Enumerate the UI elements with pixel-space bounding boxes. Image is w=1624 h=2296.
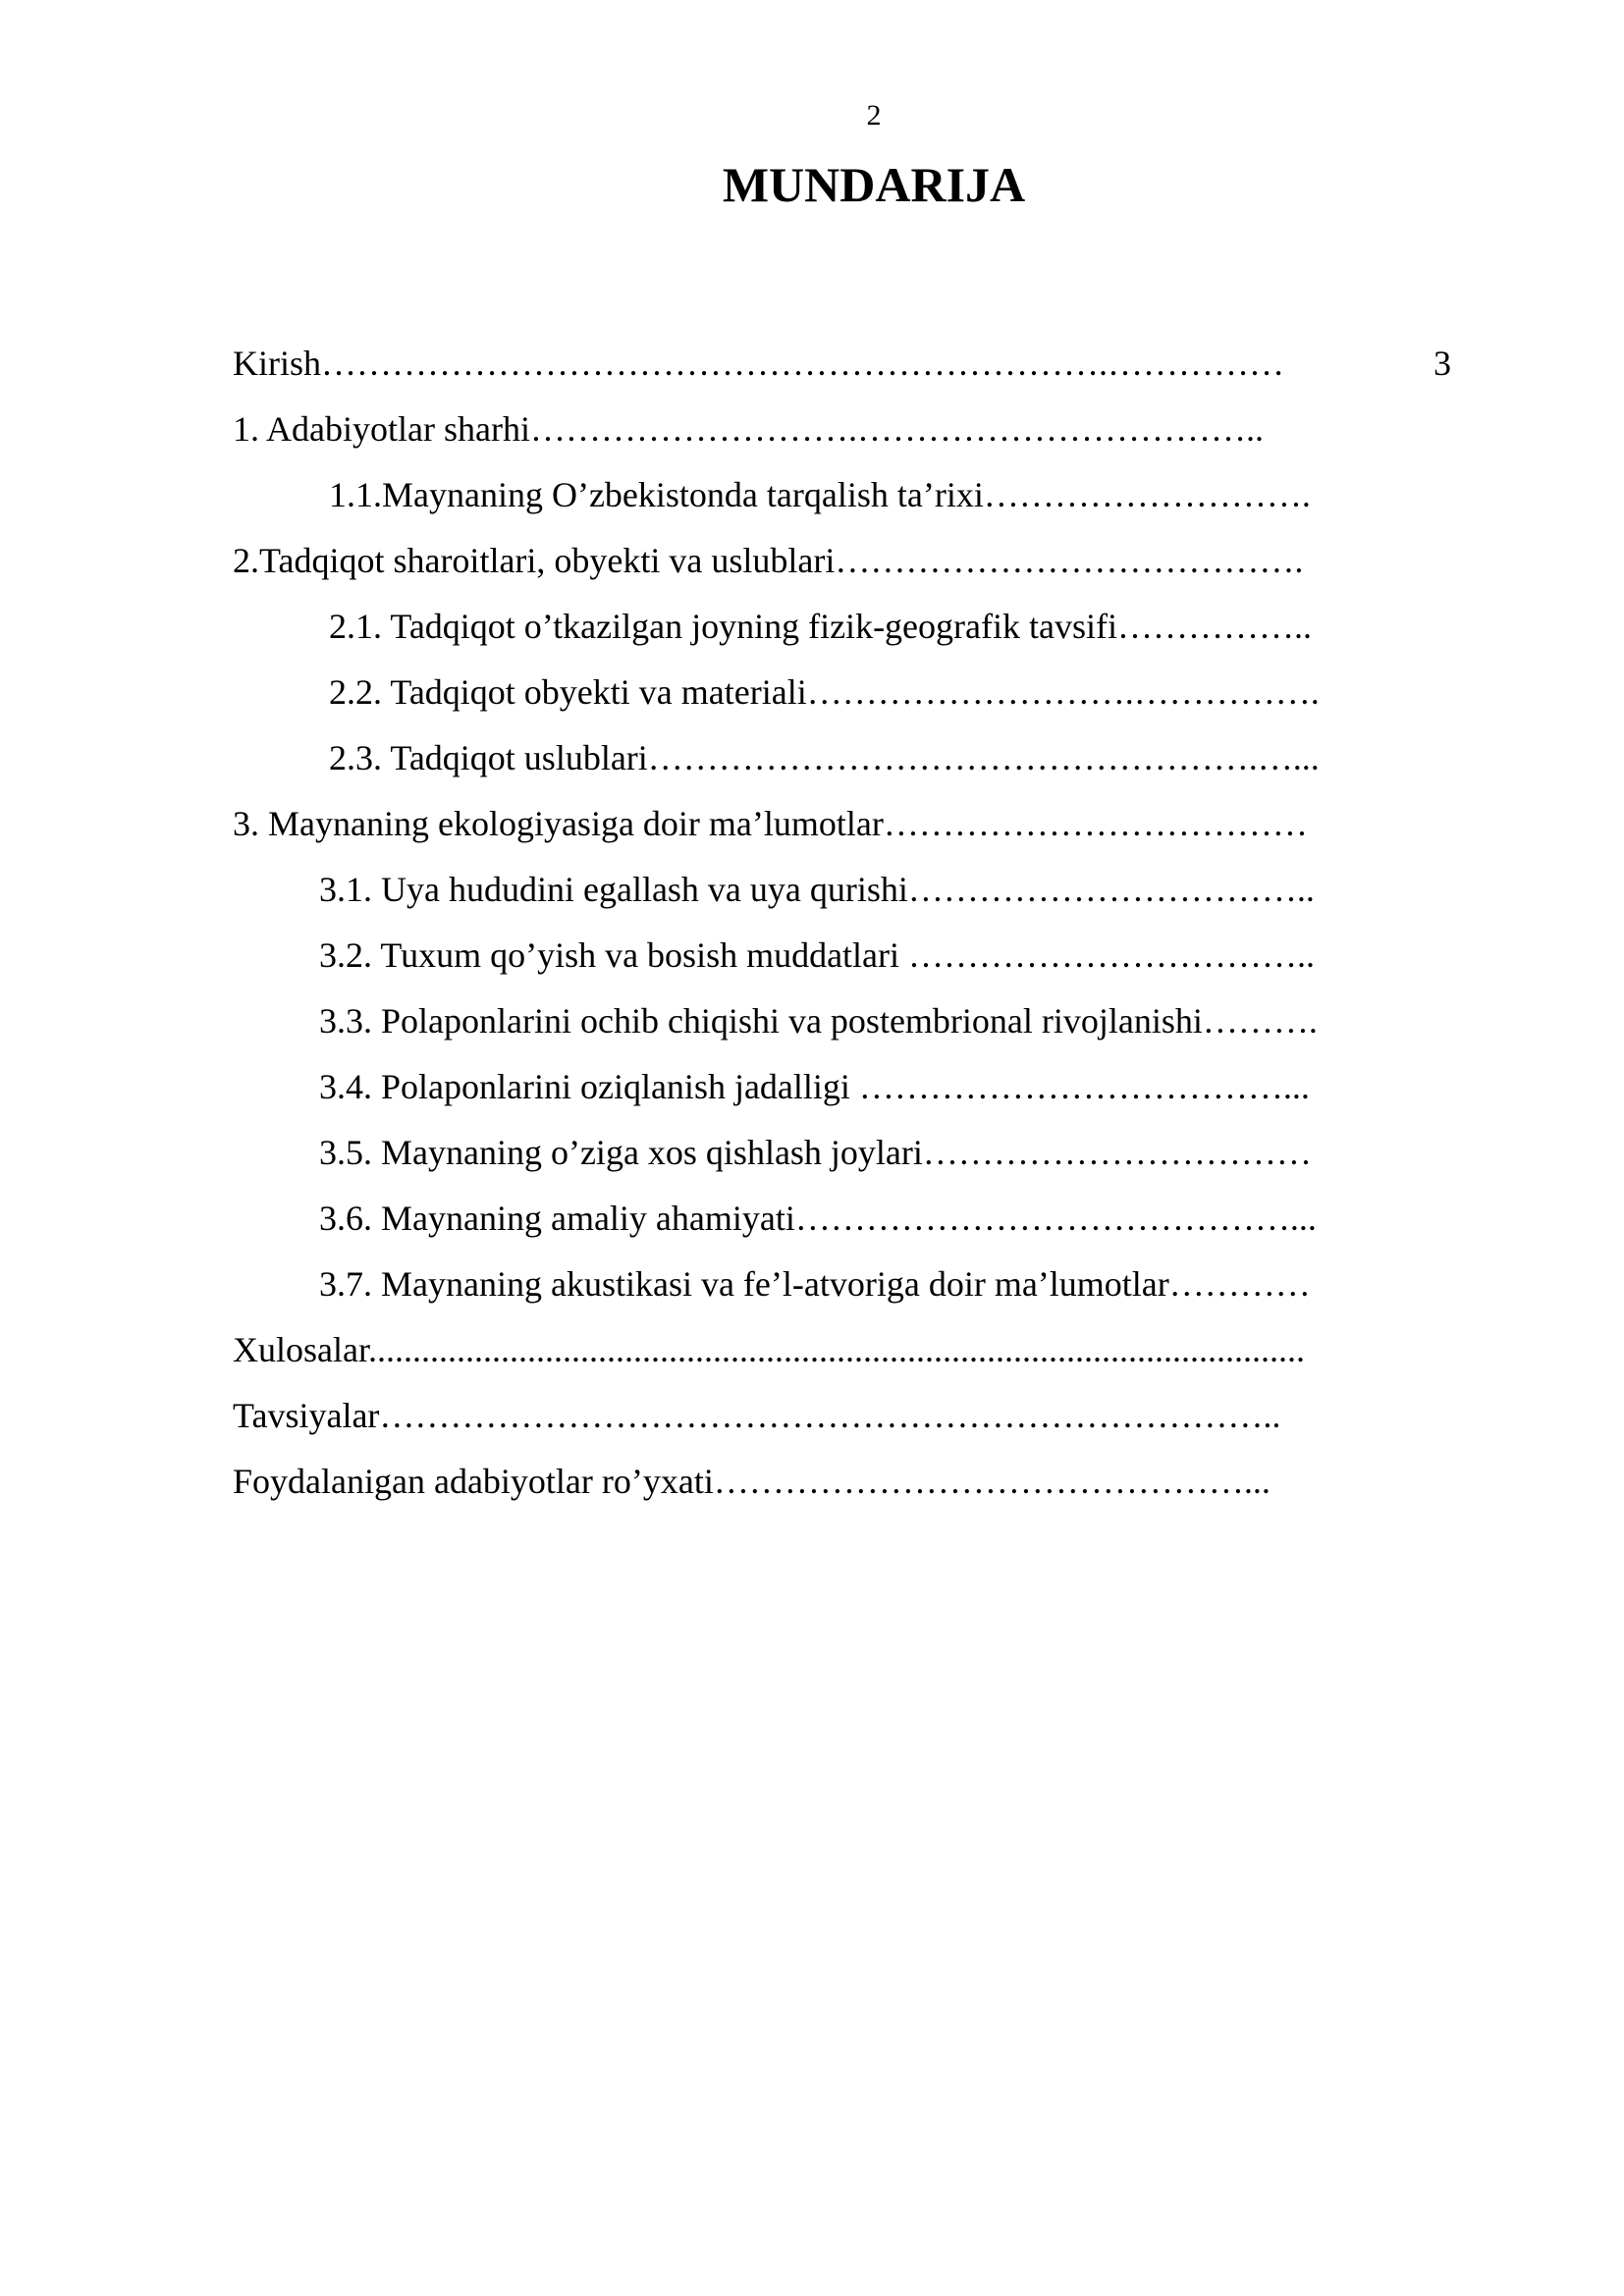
toc-entry-kirish: Kirish………………………………………………………….……………	[233, 344, 1284, 383]
toc-entry-3-6: 3.6. Maynaning amaliy ahamiyati……………………………………...	[319, 1199, 1317, 1238]
page-number: 2	[866, 99, 882, 132]
toc-entry-3-7: 3.7. Maynaning akustikasi va fe’l-atvoriga doir ma’lumotlar…………	[319, 1264, 1311, 1304]
toc-entry-3-2: 3.2. Tuxum qo’yish va bosish muddatlari ……………………………..	[319, 935, 1316, 975]
toc-entry-1: 1. Adabiyotlar sharhi……………………….……………………………..	[233, 409, 1264, 449]
toc-entry-3-1: 3.1. Uya hududini egallash va uya qurishi……………………………..	[319, 870, 1315, 909]
page-title: MUNDARIJA	[722, 157, 1026, 212]
toc-entry-2: 2.Tadqiqot sharoitlari, obyekti va uslublari………………………………….	[233, 541, 1304, 580]
toc-entry-adabiyotlar: Foydalanigan adabiyotlar ro’yxati………………………………………...	[233, 1462, 1271, 1501]
toc-entry-2-2: 2.2. Tadqiqot obyekti va materiali……………………….…………….	[329, 672, 1320, 712]
toc-page-kirish: 3	[1434, 344, 1451, 383]
toc-entry-3-3: 3.3. Polaponlarini ochib chiqishi va postembrional rivojlanishi……….	[319, 1001, 1318, 1041]
toc-entry-tavsiyalar: Tavsiyalar…………………………………………………………………..	[233, 1396, 1281, 1435]
toc-entry-xulosalar: Xulosalar..........................................................................................................	[233, 1330, 1305, 1369]
toc-entry-1-1: 1.1.Maynaning O’zbekistonda tarqalish ta’rixi……………………….	[329, 475, 1311, 514]
toc-entry-3-4: 3.4. Polaponlarini oziqlanish jadalligi ………………………………...	[319, 1067, 1310, 1106]
toc-entry-3-5: 3.5. Maynaning o’ziga xos qishlash joylari……………………………	[319, 1133, 1312, 1172]
toc-entry-2-1: 2.1. Tadqiqot o’tkazilgan joyning fizik-geografik tavsifi……………..	[329, 607, 1312, 646]
toc-entry-2-3: 2.3. Tadqiqot uslublari…………………………………………….…...	[329, 738, 1320, 777]
toc-entry-3: 3. Maynaning ekologiyasiga doir ma’lumotlar………………………………	[233, 804, 1308, 843]
